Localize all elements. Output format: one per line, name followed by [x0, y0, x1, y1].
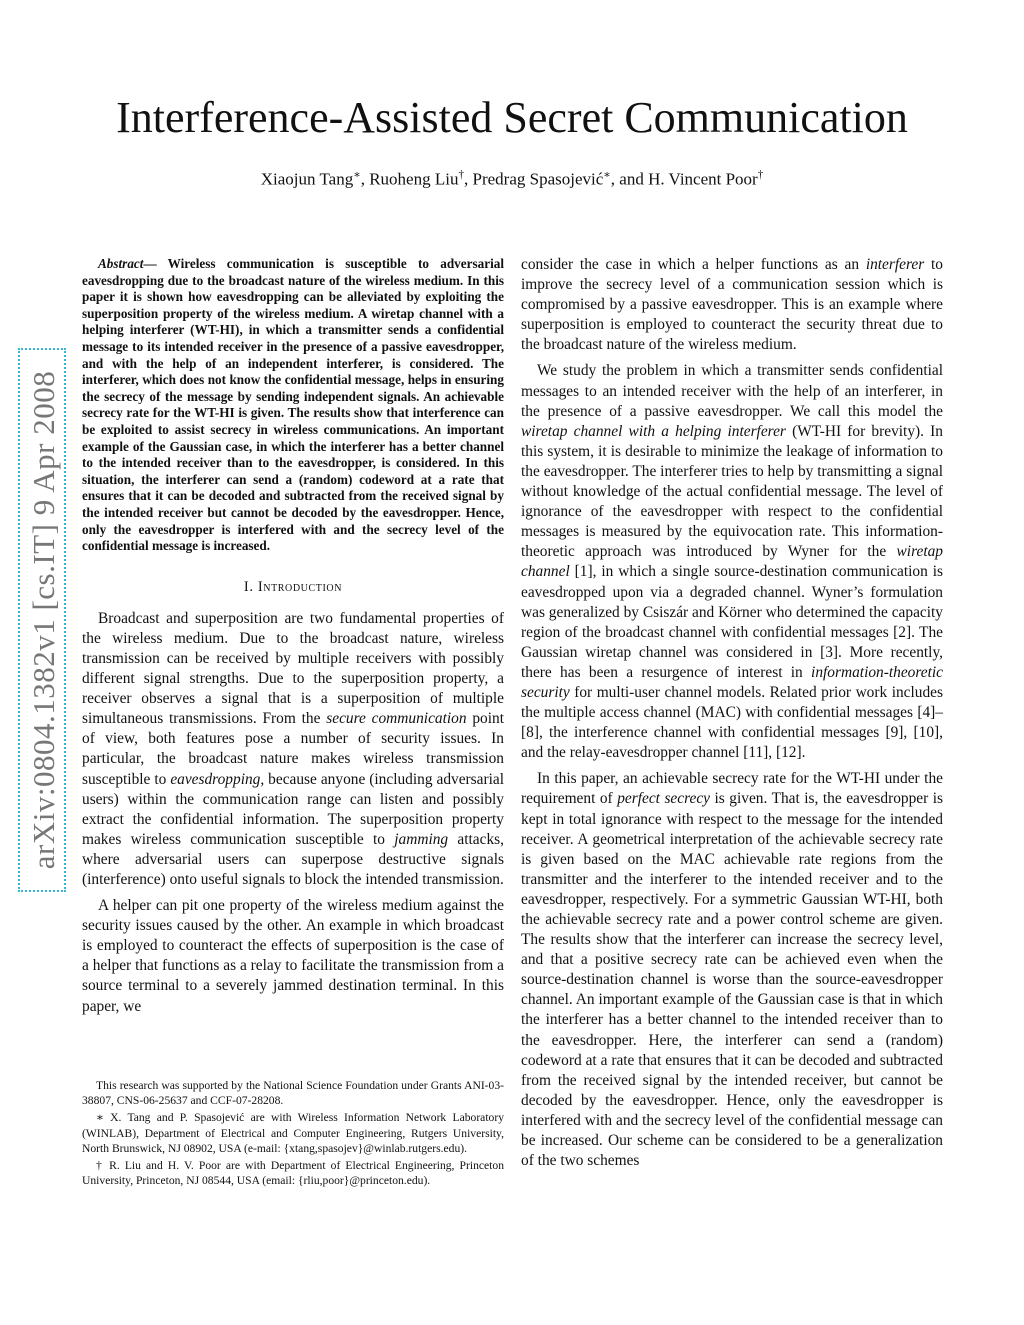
text-run: [1], in which a single source-destination communication is eavesdropped upon via a degraded channel. Wyner’s formulation was generalized by Csiszár and Körner who determined the capacity region of the broadcast channel with confidential messages [2]. The Gaussian wiretap channel was considered in [3]. More recently, there has been a resurgence of interest in [521, 563, 943, 681]
emphasis: eavesdropping [170, 770, 261, 788]
abstract [82, 256, 504, 555]
intro-paragraph-2-continued [521, 255, 943, 355]
left-column [82, 256, 504, 1023]
paper-title: Interference-Assisted Secret Communication [116, 93, 908, 142]
author-line [0, 168, 1024, 190]
emphasis: perfect secrecy [617, 790, 711, 808]
text-run: consider the case in which a helper functions as an [521, 256, 866, 273]
intro-paragraph-1 [82, 609, 504, 890]
text-run: attacks, where adversarial users can superpose destructive signals (interference) onto useful signals to block the intended transmission. [82, 830, 504, 888]
text-run: We study the problem in which a transmitter sends confidential messages to an intended receiver with the help of an interferer, in the presence of a passive eavesdropper. We call this model the [521, 362, 943, 420]
text-run: Broadcast and superposition are two fundamental properties of the wireless medium. Due to the broadcast nature, wireless transmission can be received by multiple receivers with possibly different signal strengths. Due to the superposition property, a receiver observes a signal that is a superposition of multiple simultaneous transmissions. From the [82, 609, 504, 728]
intro-paragraph-3 [521, 361, 943, 763]
emphasis: jamming [394, 830, 449, 848]
emphasis: wiretap channel [521, 543, 943, 581]
author-name: , Predrag Spasojević [464, 169, 604, 189]
footnotes [82, 1078, 504, 1190]
arxiv-identifier: arXiv:0804.1382v1 [cs.IT] 9 Apr 2008 [26, 370, 61, 870]
author-name: Xiaojun Tang [260, 169, 354, 189]
text-run: point of view, both features pose a number of security issues. In particular, the broadcast nature makes wireless transmission susceptible to [82, 710, 504, 788]
footnote-rutgers: ∗ X. Tang and P. Spasojević are with Wireless Information Network Laboratory (WINLAB), Department of Electrical and Computer Engineering, Rutgers University, North Brunswick, NJ 08902, USA (e-mail: {xtang,spasojev}@winlab.rutgers.edu). [82, 1111, 504, 1155]
intro-paragraph-2: A helper can pit one property of the wireless medium against the security issues caused by the other. An example in which broadcast is employed to counteract the effects of superposition is the case of a helper that functions as a relay to facilitate the transmission from a source terminal to a severely jammed destination terminal. In this paper, we [82, 897, 504, 1015]
text-run: is given. That is, the eavesdropper is kept in total ignorance with respect to the message for the intended receiver. A geometrical interpretation of the achievable secrecy rate is given based on the MAC achievable rate regions from the transmitter and the interferer to the intended receiver and to the eavesdropper, respectively. For a symmetric Gaussian WT-HI, both the achievable secrecy rate and a power control scheme are given. The results show that the interferer can increase the secrecy level, and that a positive secrecy rate can be achieved even when the source-destination channel is worse than the source-eavesdropper channel. An important example of the Gaussian case is that in which the interferer has a better channel to the intended receiver than to the eavesdropper. Here, the interferer can send a (random) codeword at a rate that ensures that it can be decoded and subtracted from the received signal by the intended receiver, but cannot be decoded by the eavesdropper. Hence, only the eavesdropper is interfered with and the secrecy level of the confidential message can be increased. Our scheme can be considered to be a generalization of the two schemes [521, 790, 944, 1170]
emphasis: information-theoretic security [521, 663, 943, 701]
abstract-label: Abstract [98, 256, 144, 271]
emphasis: secure communication [326, 710, 467, 728]
emphasis: interferer [865, 256, 925, 273]
affiliation-mark: † [757, 169, 764, 181]
affiliation-mark: ∗ [353, 169, 361, 181]
right-column [521, 255, 943, 1177]
text-run: (WT-HI for brevity). In this system, it is desirable to minimize the leakage of information to the eavesdropper. The interferer tries to help by transmitting a signal without knowledge of the actual confidential message. The level of ignorance of the eavesdropper with respect to the confidential messages is measured by the equivocation rate. This information-theoretic approach was introduced by Wyner for the [521, 422, 943, 561]
author-name: , and H. Vincent Poor [610, 169, 758, 189]
footnote-princeton: † R. Liu and H. V. Poor are with Department of Electrical Engineering, Princeton University, Princeton, NJ 08544, USA (email: {rliu,poor}@princeton.edu). [82, 1159, 504, 1188]
text-run: In this paper, an achievable secrecy rate for the WT-HI under the requirement of [521, 770, 943, 808]
affiliation-mark: ∗ [603, 169, 611, 181]
text-run: for multi-user channel models. Related prior work includes the multiple access channel (MAC) with confidential messages [4]–[8], the interference channel with confidential messages [9], [10], and the relay-eavesdropper channel [11], [12]. [521, 683, 943, 762]
section-title: Introduction [257, 578, 343, 595]
section-number: I. [243, 578, 258, 595]
abstract-text: — Wireless communication is susceptible to adversarial eavesdropping due to the broadcast nature of the wireless medium. In this paper it is shown how eavesdropping can be alleviated by exploiting the superposition property of the wireless medium. A wiretap channel with a helping interferer (WT-HI), in which a transmitter sends a confidential message to its intended receiver in the presence of a passive eavesdropper, and with the help of an independent interferer, is considered. The interferer, which does not know the confidential message, helps in ensuring the secrecy of the message by sending independent signals. An achievable secrecy rate for the WT-HI is given. The results show that interference can be exploited to assist secrecy in wireless communications. An important example of the Gaussian case, in which the interferer has a better channel to the intended receiver than to the eavesdropper, is considered. In this situation, the interferer can send a (random) codeword at a rate that ensures that it can be decoded and subtracted from the received signal by the intended receiver but cannot be decoded by the eavesdropper. Hence, only the eavesdropper is interfered with and the secrecy level of the confidential message is increased. [82, 256, 504, 554]
section-heading [82, 577, 504, 597]
author-name: , Ruoheng Liu [360, 169, 459, 189]
text-run: , because anyone (including adversarial users) within the communication range can listen and possibly extract the confidential information. The superposition property makes wireless communication susceptible to [82, 770, 505, 848]
affiliation-mark: † [458, 169, 464, 181]
footnote-funding: This research was supported by the National Science Foundation under Grants ANI-03-38807, CNS-06-25637 and CCF-07-28208. [82, 1079, 504, 1108]
intro-paragraph-4 [521, 769, 943, 1171]
text-run: to improve the secrecy level of a communication session which is compromised by a passive eavesdropper. This is an example where superposition is employed to counteract the security threat due to the broadcast nature of the wireless medium. [521, 256, 943, 354]
emphasis: wiretap channel with a helping interferer [521, 422, 786, 440]
